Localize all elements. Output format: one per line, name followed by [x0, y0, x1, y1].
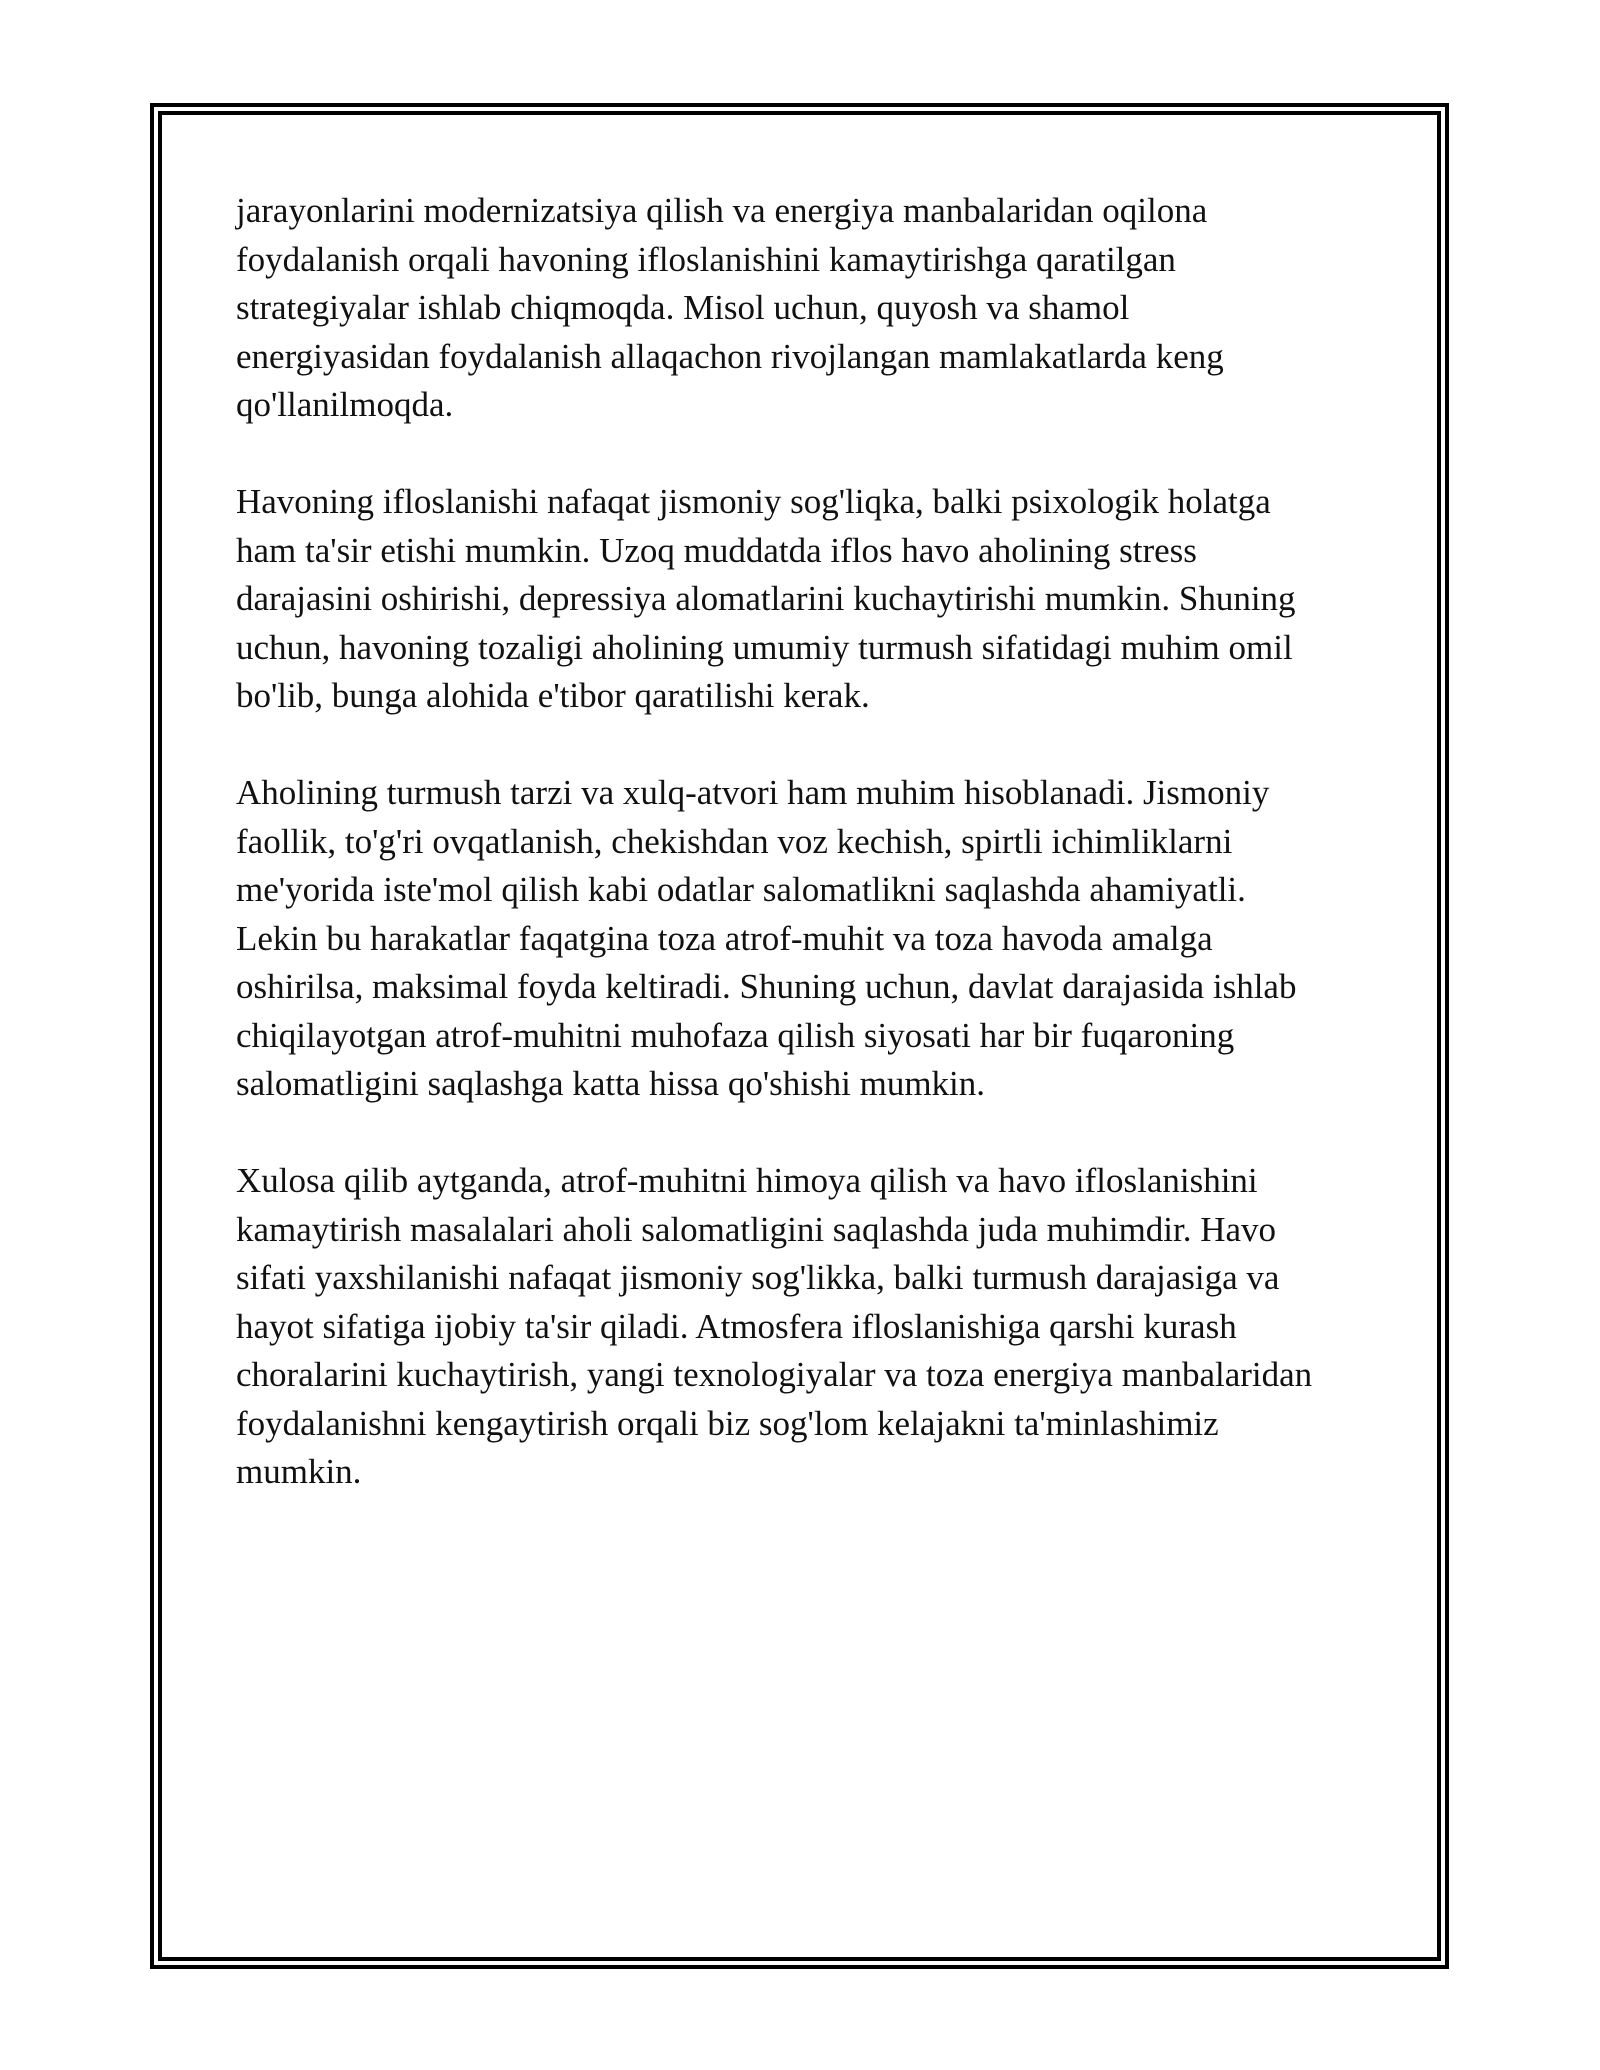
- text-line: me'yorida iste'mol qilish kabi odatlar salomatlikni saqlashda ahamiyatli.: [236, 870, 1246, 909]
- text-line: foydalanish orqali havoning ifloslanishini kamaytirishga qaratilgan: [236, 239, 1176, 279]
- text-line: foydalanishni kengaytirish orqali biz sog'lom kelajakni ta'minlashimiz: [236, 1403, 1219, 1443]
- text-line: mumkin.: [236, 1452, 362, 1491]
- text-line: Xulosa qilib aytganda, atrof-muhitni himoya qilish va havo ifloslanishini: [236, 1161, 1258, 1200]
- text-line: ham ta'sir etishi mumkin. Uzoq muddatda iflos havo aholining stress: [236, 530, 1197, 570]
- text-line: uchun, havoning tozaligi aholining umumiy turmush sifatidagi muhim omil: [236, 627, 1293, 667]
- paragraph: [236, 478, 1381, 721]
- text-line: qo'llanilmoqda.: [236, 385, 454, 424]
- text-line: salomatligini saqlashga katta hissa qo'shishi mumkin.: [236, 1064, 986, 1103]
- text-line: darajasini oshirishi, depressiya alomatlarini kuchaytirishi mumkin. Shuning: [236, 579, 1296, 618]
- text-line: Aholining turmush tarzi va xulq-atvori ham muhim hisoblanadi. Jismoniy: [236, 773, 1270, 812]
- document-body: [236, 187, 1381, 1545]
- text-line: energiyasidan foydalanish allaqachon rivojlangan mamlakatlarda keng: [236, 336, 1224, 376]
- text-line: oshirilsa, maksimal foyda keltiradi. Shuning uchun, davlat darajasida ishlab: [236, 967, 1297, 1006]
- text-line: Lekin bu harakatlar faqatgina toza atrof-muhit va toza havoda amalga: [236, 918, 1213, 958]
- text-line: sifati yaxshilanishi nafaqat jismoniy sog'likka, balki turmush darajasiga va: [236, 1258, 1280, 1297]
- text-line: kamaytirish masalalari aholi salomatligini saqlashda juda muhimdir. Havo: [236, 1209, 1277, 1249]
- text-line: chiqilayotgan atrof-muhitni muhofaza qilish siyosati har bir fuqaroning: [236, 1015, 1235, 1055]
- paragraph: [236, 1157, 1381, 1497]
- text-line: choralarini kuchaytirish, yangi texnologiyalar va toza energiya manbalaridan: [236, 1355, 1313, 1394]
- text-line: Havoning ifloslanishi nafaqat jismoniy sog'liqka, balki psixologik holatga: [236, 482, 1271, 521]
- text-line: hayot sifatiga ijobiy ta'sir qiladi. Atmosfera ifloslanishiga qarshi kurash: [236, 1306, 1237, 1346]
- paragraph: [236, 187, 1381, 430]
- text-line: bo'lib, bunga alohida e'tibor qaratilishi kerak.: [236, 676, 870, 715]
- text-line: faollik, to'g'ri ovqatlanish, chekishdan voz kechish, spirtli ichimliklarni: [236, 821, 1233, 861]
- text-line: jarayonlarini modernizatsiya qilish va energiya manbalaridan oqilona: [236, 191, 1208, 230]
- text-line: strategiyalar ishlab chiqmoqda. Misol uchun, quyosh va shamol: [236, 288, 1130, 327]
- paragraph: [236, 769, 1381, 1109]
